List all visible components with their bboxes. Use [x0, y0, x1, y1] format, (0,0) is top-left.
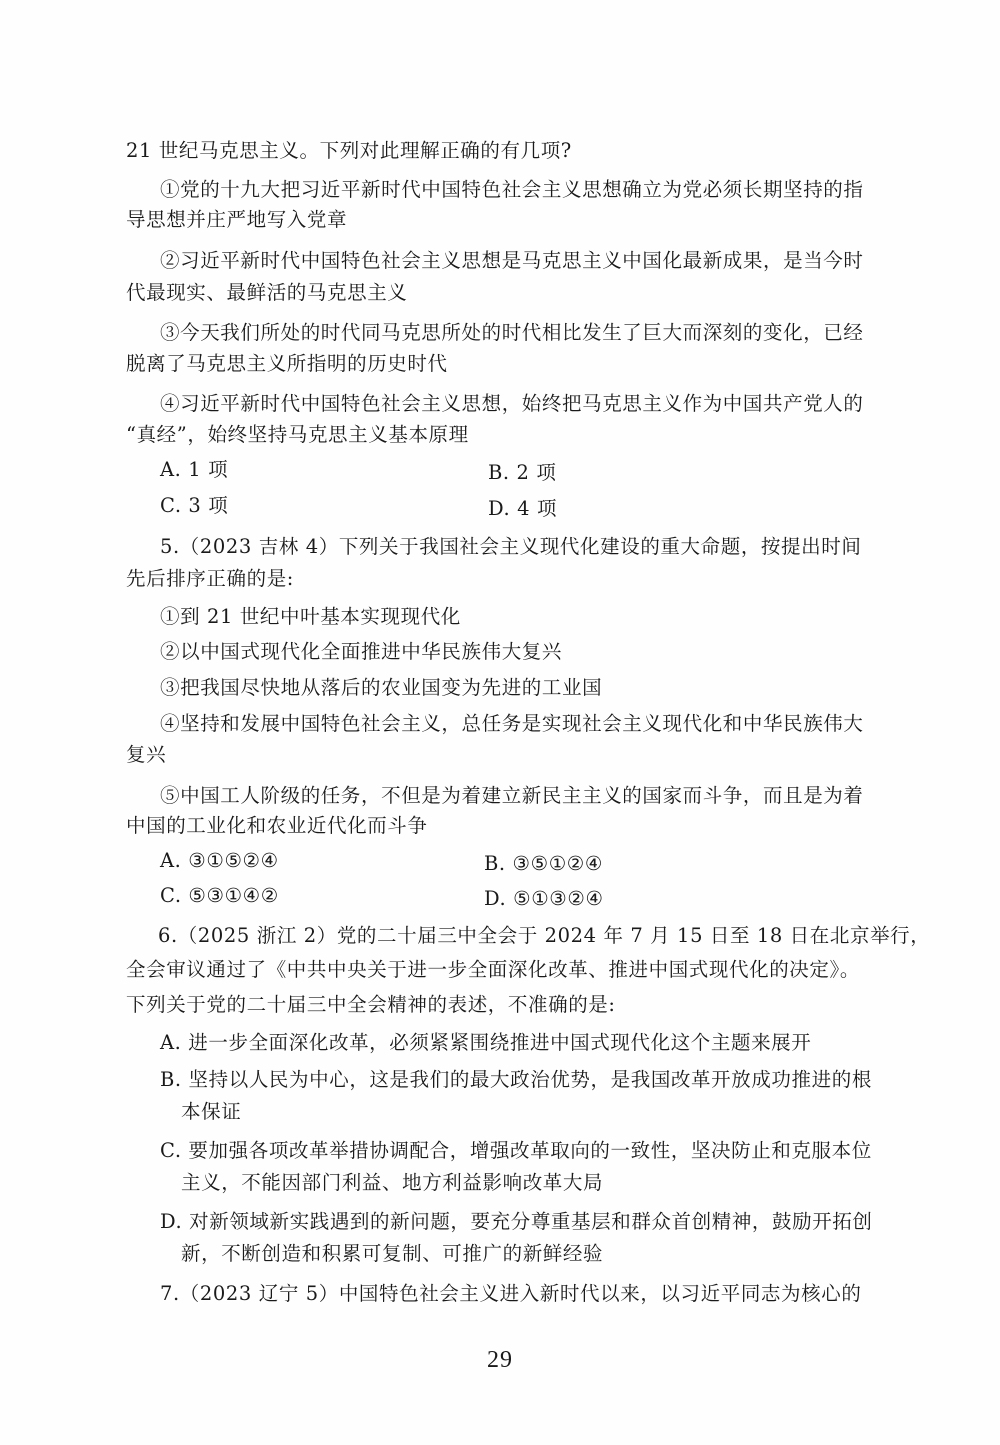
text-line: 新，不断创造和积累可复制、可推广的新鲜经验	[181, 1242, 604, 1265]
text-line: 下列关于党的二十届三中全会精神的表述，不准确的是:	[126, 993, 616, 1016]
text-line: ⑤中国工人阶级的任务，不但是为着建立新民主主义的国家而斗争，而且是为着	[160, 784, 864, 807]
option-c: C. 3 项	[160, 494, 229, 517]
question-6: 6.（2025 浙江 2）党的二十届三中全会于 2024 年 7 月 15 日至 18 日在北京举行，	[158, 924, 931, 947]
option-c: C. ⑤③①④②	[160, 884, 279, 907]
text-line: ①到 21 世纪中叶基本实现现代化	[160, 605, 461, 628]
option-d: D. 对新领域新实践遇到的新问题，要充分尊重基层和群众首创精神，鼓励开拓创	[160, 1210, 873, 1233]
text-line: 本保证	[181, 1100, 242, 1123]
option-d: D. ⑤①③②④	[484, 887, 604, 910]
option-a: A. 进一步全面深化改革，必须紧紧围绕推进中国式现代化这个主题来展开	[160, 1031, 812, 1054]
text-line: ④习近平新时代中国特色社会主义思想，始终把马克思主义作为中国共产党人的	[160, 392, 864, 415]
text-line: 主义，不能因部门利益、地方利益影响改革大局	[181, 1171, 604, 1194]
text-line: 中国的工业化和农业近代化而斗争	[126, 814, 428, 837]
text-line: ②以中国式现代化全面推进中华民族伟大复兴	[160, 640, 563, 663]
question-5: 5.（2023 吉林 4）下列关于我国社会主义现代化建设的重大命题，按提出时间	[160, 535, 862, 558]
text-line: ②习近平新时代中国特色社会主义思想是马克思主义中国化最新成果，是当今时	[160, 249, 864, 272]
option-a: A. ③①⑤②④	[160, 849, 279, 872]
question-7: 7.（2023 辽宁 5）中国特色社会主义进入新时代以来，以习近平同志为核心的	[160, 1282, 862, 1305]
option-b: B. 2 项	[488, 461, 557, 484]
text-line: 导思想并庄严地写入党章	[126, 208, 348, 231]
text-line: 先后排序正确的是:	[126, 567, 294, 590]
text-line: 脱离了马克思主义所指明的历史时代	[126, 352, 448, 375]
text-line: 代最现实、最鲜活的马克思主义	[126, 281, 408, 304]
option-c: C. 要加强各项改革举措协调配合，增强改革取向的一致性，坚决防止和克服本位	[160, 1139, 872, 1162]
option-d: D. 4 项	[488, 497, 558, 520]
text-line: ④坚持和发展中国特色社会主义，总任务是实现社会主义现代化和中华民族伟大	[160, 712, 864, 735]
text-line: 21 世纪马克思主义。下列对此理解正确的有几项?	[126, 139, 572, 162]
option-a: A. 1 项	[160, 458, 229, 481]
page-number: 29	[487, 1347, 513, 1373]
text-line: ③把我国尽快地从落后的农业国变为先进的工业国	[160, 676, 603, 699]
option-b: B. ③⑤①②④	[484, 852, 603, 875]
text-line: “真经”，始终坚持马克思主义基本原理	[126, 423, 469, 446]
text-line: ①党的十九大把习近平新时代中国特色社会主义思想确立为党必须长期坚持的指	[160, 178, 864, 201]
option-b: B. 坚持以人民为中心，这是我们的最大政治优势，是我国改革开放成功推进的根	[160, 1068, 872, 1091]
text-line: ③今天我们所处的时代同马克思所处的时代相比发生了巨大而深刻的变化，已经	[160, 321, 864, 344]
text-line: 全会审议通过了《中共中央关于进一步全面深化改革、推进中国式现代化的决定》。	[126, 958, 860, 981]
text-line: 复兴	[126, 743, 167, 766]
